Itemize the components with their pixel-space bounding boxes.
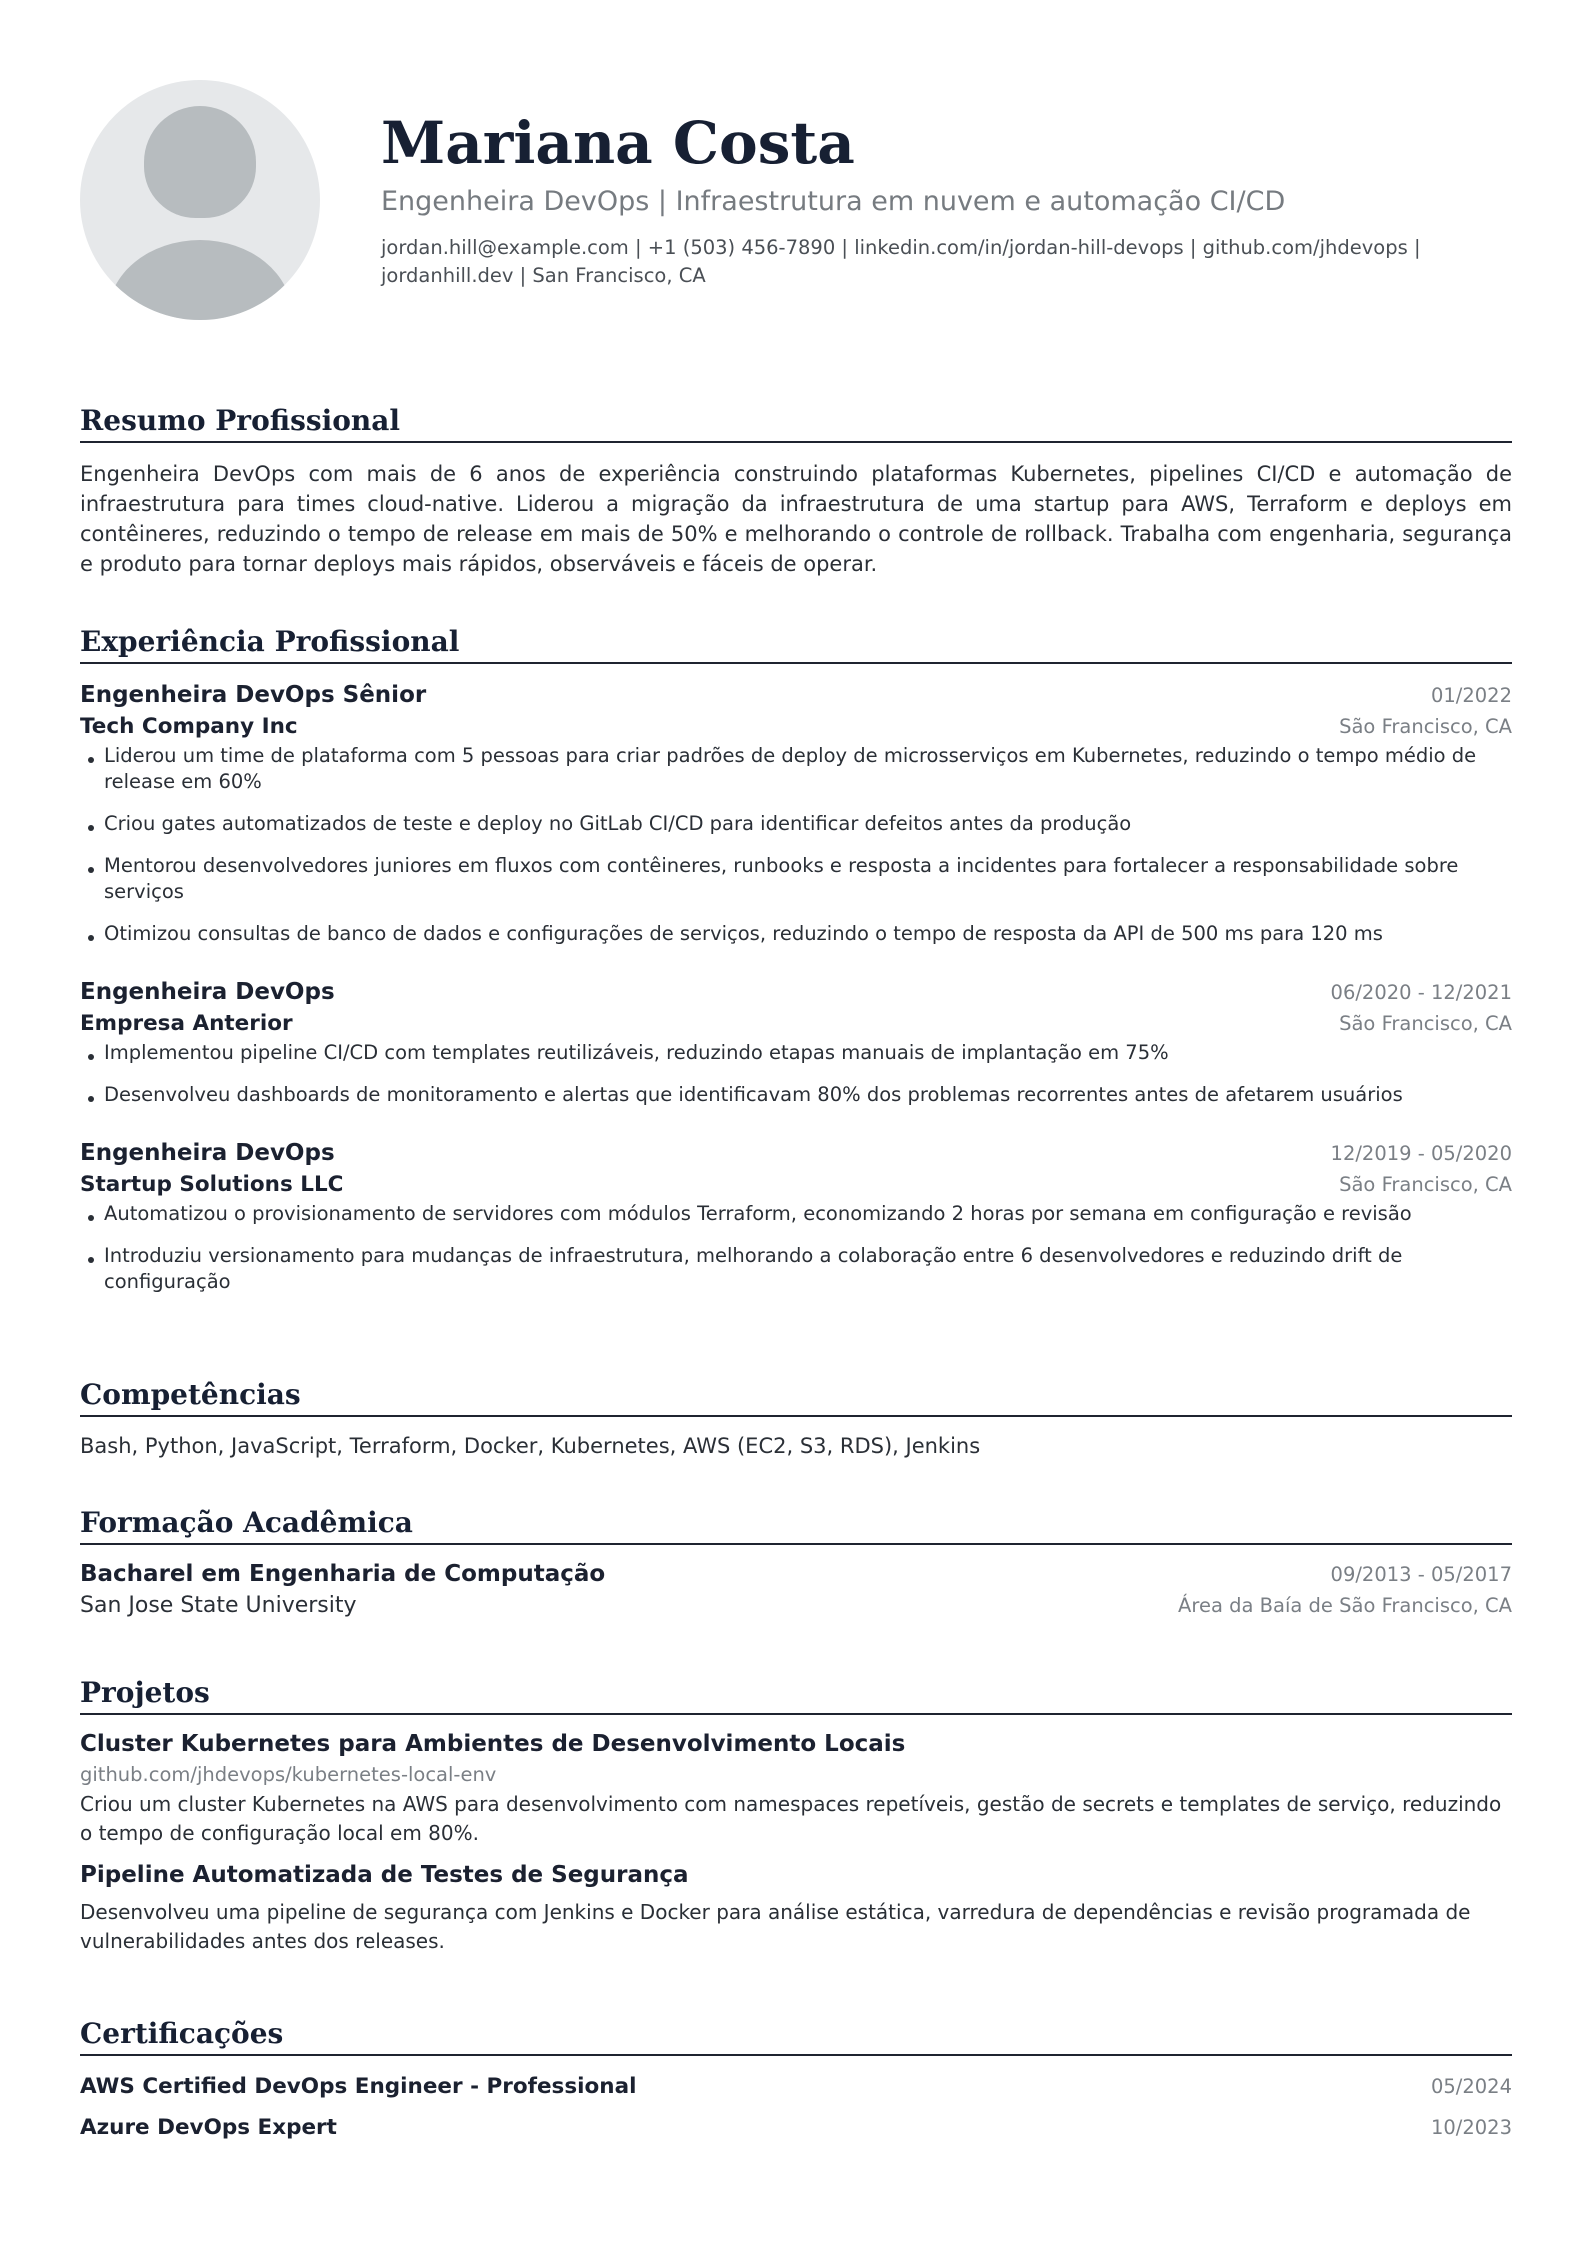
job-date: 12/2019 - 05/2020	[1330, 1142, 1512, 1165]
summary-section	[80, 403, 1512, 579]
job-location: São Francisco, CA	[1339, 1012, 1512, 1035]
summary-heading: Resumo Profissional	[80, 403, 1512, 443]
projects-heading: Projetos	[80, 1675, 1512, 1715]
project-description: Desenvolveu uma pipeline de segurança com Jenkins e Docker para análise estática, varredura de dependências e revisão programada de vulnerabilidades antes dos releases.	[80, 1900, 1471, 1953]
education-date: 09/2013 - 05/2017	[1330, 1563, 1512, 1586]
certification-name: Azure DevOps Expert	[80, 2115, 337, 2140]
school-name: San Jose State University	[80, 1593, 357, 1618]
job-company: Empresa Anterior	[80, 1011, 293, 1036]
project-entry	[80, 1862, 1512, 1956]
job-entry	[80, 682, 1512, 947]
candidate-title: Engenheira DevOps | Infraestrutura em nuvem e automação CI/CD	[381, 186, 1286, 217]
job-role: Engenheira DevOps	[80, 979, 335, 1005]
project-entry	[80, 1731, 1512, 1848]
job-location: São Francisco, CA	[1339, 715, 1512, 738]
project-name: Cluster Kubernetes para Ambientes de Desenvolvimento Locais	[80, 1731, 906, 1757]
job-bullet: Liderou um time de plataforma com 5 pessoas para criar padrões de deploy de microsserviços em Kubernetes, reduzindo o tempo médio de release em 60%	[80, 743, 1512, 795]
job-bullet: Automatizou o provisionamento de servidores com módulos Terraform, economizando 2 horas por semana em configuração e revisão	[80, 1201, 1512, 1227]
job-bullets	[80, 1201, 1512, 1295]
job-company: Startup Solutions LLC	[80, 1172, 344, 1197]
projects-section	[80, 1675, 1512, 1956]
certification-date: 05/2024	[1430, 2075, 1512, 2098]
job-company: Tech Company Inc	[80, 714, 298, 739]
contact-line-1: jordan.hill@example.com | +1 (503) 456-7890 | linkedin.com/in/jordan-hill-devops | github.com/jhdevops |	[381, 236, 1421, 259]
skills-list: Bash, Python, JavaScript, Terraform, Docker, Kubernetes, AWS (EC2, S3, RDS), Jenkins	[80, 1434, 981, 1458]
job-bullet: Introduziu versionamento para mudanças de infraestrutura, melhorando a colaboração entre 6 desenvolvedores e reduzindo drift de configuração	[80, 1243, 1512, 1295]
skills-section	[80, 1377, 1512, 1461]
job-bullet: Implementou pipeline CI/CD com templates reutilizáveis, reduzindo etapas manuais de implantação em 75%	[80, 1040, 1512, 1066]
job-bullets	[80, 1040, 1512, 1108]
education-heading: Formação Acadêmica	[80, 1505, 1512, 1545]
experience-heading: Experiência Profissional	[80, 624, 1512, 664]
certification-name: AWS Certified DevOps Engineer - Professional	[80, 2074, 637, 2099]
avatar-head-shape	[144, 106, 256, 218]
project-description: Criou um cluster Kubernetes na AWS para desenvolvimento com namespaces repetíveis, gestão de secrets e templates de serviço, reduzindo o tempo de configuração local em 80%.	[80, 1792, 1502, 1845]
certification-item	[80, 2074, 1512, 2099]
job-entry	[80, 979, 1512, 1108]
project-link[interactable]: github.com/jhdevops/kubernetes-local-env	[80, 1763, 497, 1786]
avatar	[80, 80, 320, 320]
skills-heading: Competências	[80, 1377, 1512, 1417]
job-role: Engenheira DevOps	[80, 1140, 335, 1166]
job-bullet: Desenvolveu dashboards de monitoramento e alertas que identificavam 80% dos problemas recorrentes antes de afetarem usuários	[80, 1082, 1512, 1108]
avatar-body-shape	[108, 240, 292, 320]
project-name: Pipeline Automatizada de Testes de Segurança	[80, 1862, 689, 1888]
education-location: Área da Baía de São Francisco, CA	[1178, 1594, 1512, 1617]
job-location: São Francisco, CA	[1339, 1173, 1512, 1196]
header	[381, 108, 1511, 290]
certifications-section	[80, 2016, 1512, 2140]
experience-section	[80, 624, 1512, 1311]
job-role: Engenheira DevOps Sênior	[80, 682, 427, 708]
job-bullets	[80, 743, 1512, 947]
certifications-heading: Certificações	[80, 2016, 1512, 2056]
job-bullet: Mentorou desenvolvedores juniores em fluxos com contêineres, runbooks e resposta a incidentes para fortalecer a responsabilidade sobre serviços	[80, 853, 1512, 905]
education-section	[80, 1505, 1512, 1618]
summary-text: Engenheira DevOps com mais de 6 anos de experiência construindo plataformas Kubernetes, pipelines CI/CD e automação de infraestrutura para times cloud-native. Liderou a migração da infraestrutura de uma startup para AWS, Terraform e deploys em contêineres, reduzindo o tempo de release em mais de 50% e melhorando o controle de rollback. Trabalha com engenharia, segurança e produto para tornar deploys mais rápidos, observáveis e fáceis de operar.	[80, 462, 1512, 576]
contact-info	[381, 234, 1511, 290]
job-entry	[80, 1140, 1512, 1295]
candidate-name: Mariana Costa	[381, 109, 855, 177]
contact-line-2: jordanhill.dev | San Francisco, CA	[381, 264, 706, 287]
certification-date: 10/2023	[1430, 2116, 1512, 2139]
certification-item	[80, 2115, 1512, 2140]
job-bullet: Otimizou consultas de banco de dados e configurações de serviços, reduzindo o tempo de resposta da API de 500 ms para 120 ms	[80, 921, 1512, 947]
degree-name: Bacharel em Engenharia de Computação	[80, 1561, 606, 1587]
job-date: 01/2022	[1430, 684, 1512, 707]
job-bullet: Criou gates automatizados de teste e deploy no GitLab CI/CD para identificar defeitos antes da produção	[80, 811, 1512, 837]
job-date: 06/2020 - 12/2021	[1330, 981, 1512, 1004]
